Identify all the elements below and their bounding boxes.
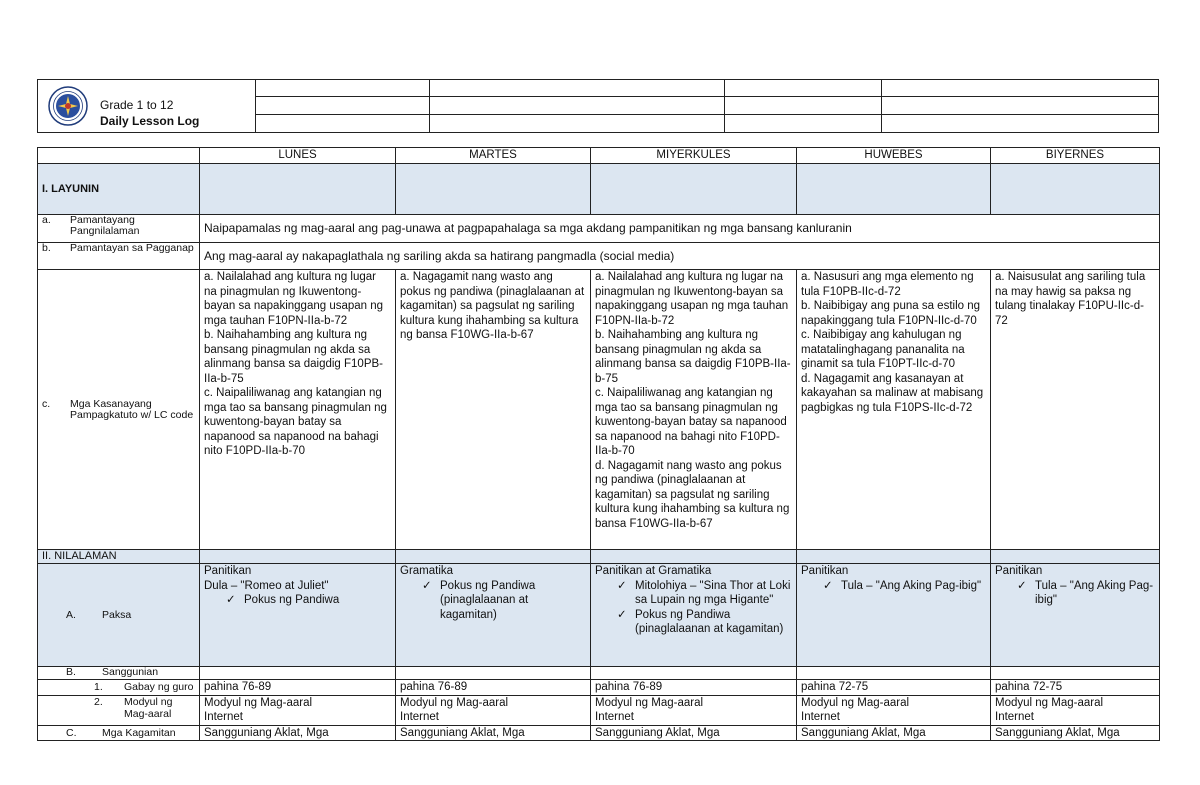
row-letter: c. bbox=[42, 397, 51, 410]
check-icon: ✓ bbox=[823, 579, 833, 592]
row-label: Sanggunian bbox=[102, 666, 159, 678]
kasanayan-cell-miyerkules[interactable]: a. Nailalahad ang kultura ng lugar na pinagmulan ng Ikuwentong-bayan sa napakinggang usapan ng mga tauhan F10PN-IIa-b-72 b. Naihahambing ang kultura ng bansang pinagmulan ng akda sa alinmang bansa sa daigdig F10PB-IIa-b-75 c. Naipaliliwanag ang katangian ng mga tao sa bansang pinagmulan ng kuwentong-bayan batay sa napanood sa napanood na bahagi nito F10PD-IIa-b-70 d. Nagagamit nang wasto ang pokus ng pandiwa (pinaglalaanan at kagamitan) sa pagsulat ng sariling kultura kung ihahambing sa kultura ng bansa F10WG-IIa-b-67 bbox=[591, 270, 797, 550]
row-label: Pamantayang Pangnilalaman bbox=[70, 214, 140, 237]
gabay-cell-biyernes[interactable]: pahina 72-75 bbox=[991, 680, 1160, 696]
row-number: 2. bbox=[94, 695, 103, 708]
header-fields-grid bbox=[256, 80, 1158, 132]
check-icon: ✓ bbox=[422, 579, 432, 592]
check-icon: ✓ bbox=[1017, 579, 1027, 592]
gabay-row bbox=[38, 680, 1160, 696]
check-icon: ✓ bbox=[617, 579, 627, 592]
modyul-cell-martes[interactable]: Modyul ng Mag-aaral Internet bbox=[396, 695, 591, 725]
row-letter: a. bbox=[42, 214, 51, 226]
paksa-heading: Gramatika bbox=[400, 565, 454, 577]
layunin-cell[interactable] bbox=[200, 164, 396, 215]
kasanayan-cell-lunes[interactable]: a. Nailalahad ang kultura ng lugar na pinagmulan ng Ikuwentong-bayan sa napakinggang usapan ng mga tauhan F10PN-IIa-b-72 b. Naihahambing ang kultura ng bansang pinagmulan ng akda sa alinmang bansa sa daigdig F10PB-IIa-b-75 c. Naipaliliwanag ang katangian ng mga tao sa bansang pinagmulan ng kuwentong-bayan batay sa napanood sa napanood na bahagi nito F10PD-IIa-b-70 bbox=[200, 270, 396, 550]
modyul-cell-lunes[interactable]: Modyul ng Mag-aaral Internet bbox=[200, 695, 396, 725]
gabay-label-cell bbox=[38, 680, 200, 696]
sanggunian-cell[interactable] bbox=[797, 667, 991, 680]
header-field[interactable] bbox=[430, 80, 725, 97]
modyul-label-cell bbox=[38, 695, 200, 725]
kagamitan-row bbox=[38, 725, 1160, 741]
nilalaman-cell[interactable] bbox=[396, 550, 591, 564]
nilalaman-cell[interactable] bbox=[200, 550, 396, 564]
paksa-heading: Panitikan at Gramatika bbox=[595, 565, 712, 577]
modyul-cell-huwebes[interactable]: Modyul ng Mag-aaral Internet bbox=[797, 695, 991, 725]
kagamitan-cell-miyerkules[interactable]: Sangguniang Aklat, Mga bbox=[591, 725, 797, 741]
paksa-cell-miyerkules[interactable] bbox=[591, 564, 797, 667]
deped-seal-icon bbox=[48, 86, 88, 126]
layunin-cell[interactable] bbox=[396, 164, 591, 215]
kagamitan-cell-biyernes[interactable]: Sangguniang Aklat, Mga bbox=[991, 725, 1160, 741]
paksa-item: ✓ Tula – "Ang Aking Pag-ibig" bbox=[823, 579, 982, 592]
header-field[interactable] bbox=[882, 80, 1158, 97]
day-header-miyerkules: MIYERKULES bbox=[591, 148, 797, 164]
pamantayang-pangnilalaman-row bbox=[38, 215, 1160, 243]
row-label: Mga Kagamitan bbox=[102, 726, 176, 739]
sanggunian-label-cell bbox=[38, 667, 200, 680]
row-label: Gabay ng guro bbox=[124, 681, 194, 693]
modyul-cell-biyernes[interactable]: Modyul ng Mag-aaral Internet bbox=[991, 695, 1160, 725]
header-field[interactable] bbox=[882, 97, 1158, 114]
gabay-cell-huwebes[interactable]: pahina 72-75 bbox=[797, 680, 991, 696]
day-header-lunes: LUNES bbox=[200, 148, 396, 164]
layunin-cell[interactable] bbox=[797, 164, 991, 215]
paksa-cell-martes[interactable] bbox=[396, 564, 591, 667]
paksa-cell-huwebes[interactable] bbox=[797, 564, 991, 667]
layunin-cell[interactable] bbox=[991, 164, 1160, 215]
header-field[interactable] bbox=[725, 80, 882, 97]
layunin-row bbox=[38, 164, 1160, 215]
pamantayan-sa-pagganap-text[interactable]: Ang mag-aaral ay nakapaglathala ng sariling akda sa hatirang pangmadla (social media) bbox=[200, 243, 1160, 270]
row-label: Mga Kasanayang Pampagkatuto w/ LC code bbox=[70, 397, 194, 421]
sanggunian-cell[interactable] bbox=[396, 667, 591, 680]
header-field[interactable] bbox=[882, 115, 1158, 132]
row-label: Modyul ng Mag-aaral bbox=[124, 695, 173, 720]
grade-label: Grade 1 to 12 bbox=[100, 98, 174, 112]
pamantayan-sa-pagganap-label-cell bbox=[38, 243, 200, 270]
nilalaman-cell[interactable] bbox=[991, 550, 1160, 564]
sanggunian-row bbox=[38, 667, 1160, 680]
row-letter: A. bbox=[66, 608, 76, 621]
gabay-cell-miyerkules[interactable]: pahina 76-89 bbox=[591, 680, 797, 696]
paksa-item: ✓ Pokus ng Pandiwa (pinaglalaanan at kagamitan) bbox=[617, 608, 784, 635]
paksa-heading: Panitikan bbox=[204, 565, 252, 577]
paksa-item: ✓ Pokus ng Pandiwa bbox=[226, 594, 340, 606]
row-label: Pamantayan sa Pagganap bbox=[70, 242, 194, 254]
nilalaman-label: II. NILALAMAN bbox=[38, 550, 200, 564]
gabay-cell-lunes[interactable]: pahina 76-89 bbox=[200, 680, 396, 696]
sanggunian-cell[interactable] bbox=[200, 667, 396, 680]
gabay-cell-martes[interactable]: pahina 76-89 bbox=[396, 680, 591, 696]
row-letter: B. bbox=[66, 666, 76, 678]
pamantayan-sa-pagganap-row bbox=[38, 243, 1160, 270]
header-field[interactable] bbox=[256, 80, 430, 97]
header-field[interactable] bbox=[725, 97, 882, 114]
paksa-heading: Panitikan bbox=[801, 565, 849, 577]
header-field[interactable] bbox=[725, 115, 882, 132]
nilalaman-cell[interactable] bbox=[591, 550, 797, 564]
day-header-biyernes: BIYERNES bbox=[991, 148, 1160, 164]
header-block bbox=[37, 79, 1159, 133]
paksa-heading: Panitikan bbox=[995, 565, 1043, 577]
kagamitan-cell-lunes[interactable]: Sangguniang Aklat, Mga bbox=[200, 725, 396, 741]
lesson-log-table bbox=[37, 147, 1160, 741]
modyul-row bbox=[38, 695, 1160, 725]
kagamitan-cell-huwebes[interactable]: Sangguniang Aklat, Mga bbox=[797, 725, 991, 741]
row-label: Paksa bbox=[102, 608, 132, 621]
kagamitan-cell-martes[interactable]: Sangguniang Aklat, Mga bbox=[396, 725, 591, 741]
logo-cell bbox=[38, 80, 256, 132]
header-field[interactable] bbox=[430, 115, 725, 132]
kasanayan-row bbox=[38, 270, 1160, 550]
corner-cell bbox=[38, 148, 200, 164]
row-letter: C. bbox=[66, 726, 77, 739]
check-icon: ✓ bbox=[226, 594, 236, 606]
pamantayang-pangnilalaman-text[interactable]: Naipapamalas ng mag-aaral ang pag-unawa at pagpapahalaga sa mga akdang pampanitikan ng mga bansang kanluranin bbox=[200, 215, 1160, 243]
day-header-huwebes: HUWEBES bbox=[797, 148, 991, 164]
daily-lesson-log-title: Daily Lesson Log bbox=[100, 114, 200, 128]
paksa-item: ✓ Pokus ng Pandiwa (pinaglalaanan at kagamitan) bbox=[422, 579, 536, 621]
kagamitan-label-cell bbox=[38, 725, 200, 741]
paksa-item: ✓ Tula – "Ang Aking Pag-ibig" bbox=[1017, 579, 1154, 606]
nilalaman-row bbox=[38, 550, 1160, 564]
check-icon: ✓ bbox=[617, 608, 627, 621]
paksa-cell-lunes[interactable] bbox=[200, 564, 396, 667]
kasanayan-label-cell bbox=[38, 270, 200, 550]
day-header-row bbox=[38, 148, 1160, 164]
header-field[interactable] bbox=[256, 97, 430, 114]
paksa-label-cell bbox=[38, 564, 200, 667]
kasanayan-cell-martes[interactable]: a. Nagagamit nang wasto ang pokus ng pandiwa (pinaglalaanan at kagamitan) sa pagsulat ng sariling kultura kung ihahambing sa kultura ng bansa F10WG-IIa-b-67 bbox=[396, 270, 591, 550]
layunin-cell[interactable] bbox=[591, 164, 797, 215]
sanggunian-cell[interactable] bbox=[591, 667, 797, 680]
paksa-item: ✓ Mitolohiya – "Sina Thor at Loki sa Lupain ng mga Higante" bbox=[617, 579, 791, 606]
sanggunian-cell[interactable] bbox=[991, 667, 1160, 680]
header-field[interactable] bbox=[256, 115, 430, 132]
paksa-subheading: Dula – "Romeo at Juliet" bbox=[204, 579, 329, 592]
day-header-martes: MARTES bbox=[396, 148, 591, 164]
kasanayan-cell-biyernes[interactable]: a. Naisusulat ang sariling tula na may hawig sa paksa ng tulang tinalakay F10PU-IIc-d-72 bbox=[991, 270, 1160, 550]
paksa-cell-biyernes[interactable] bbox=[991, 564, 1160, 667]
row-letter: b. bbox=[42, 242, 51, 254]
paksa-row bbox=[38, 564, 1160, 667]
row-number: 1. bbox=[94, 681, 103, 693]
kasanayan-cell-huwebes[interactable]: a. Nasusuri ang mga elemento ng tula F10PB-IIc-d-72 b. Naibibigay ang puna sa estilo ng napakinggang tula F10PN-IIc-d-70 c. Naibibigay ang kahulugan ng matatalinghagang pananalita na ginamit sa tula F10PT-IIc-d-70 d. Nagagamit ang kasanayan at kakayahan sa malinaw at mabisang pagbigkas ng tula F10PS-IIc-d-72 bbox=[797, 270, 991, 550]
layunin-label: I. LAYUNIN bbox=[38, 164, 200, 215]
modyul-cell-miyerkules[interactable]: Modyul ng Mag-aaral Internet bbox=[591, 695, 797, 725]
nilalaman-cell[interactable] bbox=[797, 550, 991, 564]
pamantayang-pangnilalaman-label-cell bbox=[38, 215, 200, 243]
header-field[interactable] bbox=[430, 97, 725, 114]
